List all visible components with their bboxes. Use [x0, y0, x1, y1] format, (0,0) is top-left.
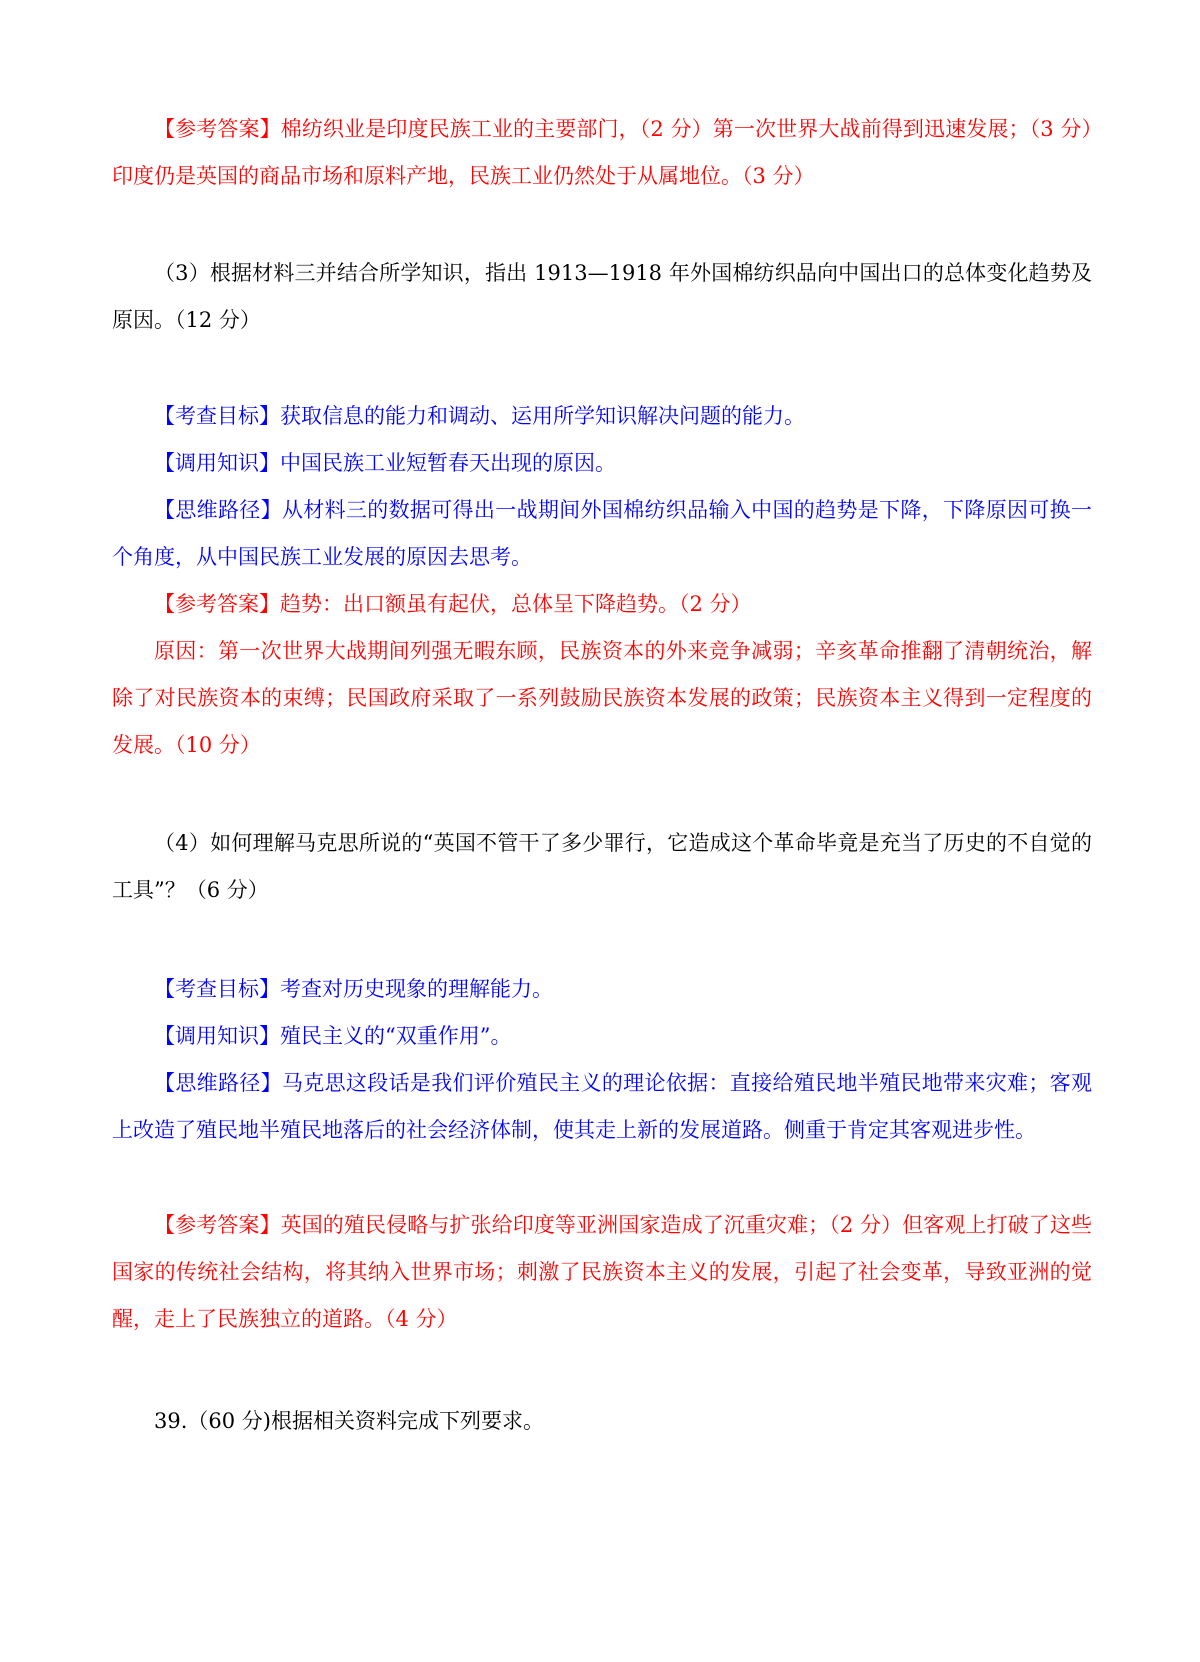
q3-reason: 原因：第一次世界大战期间列强无暇东顾，民族资本的外来竞争减弱；辛亥革命推翻了清朝统治，解除了对民族资本的束缚；民国政府采取了一系列鼓励民族资本发展的政策；民族资本主义得到一定程度的发展。（10 分） [112, 639, 1092, 757]
knowledge-label: 【调用知识】 [154, 1024, 280, 1048]
answer-text: 英国的殖民侵略与扩张给印度等亚洲国家造成了沉重灾难；（2 分）但客观上打破了这些国家的传统社会结构，将其纳入世界市场；刺激了民族资本主义的发展，引起了社会变革，导致亚洲的觉醒，走上了民族独立的道路。（4 分） [112, 1213, 1092, 1331]
thinking-text: 马克思这段话是我们评价殖民主义的理论依据：直接给殖民地半殖民地带来灾难；客观上改造了殖民地半殖民地落后的社会经济体制，使其走上新的发展道路。侧重于肯定其客观进步性。 [112, 1071, 1092, 1142]
knowledge-label: 【调用知识】 [154, 451, 280, 475]
knowledge-text: 殖民主义的“双重作用”。 [280, 1024, 512, 1048]
q3-answer [112, 581, 1092, 628]
answer-label: 【参考答案】 [154, 117, 281, 141]
target-text: 考查对历史现象的理解能力。 [280, 977, 553, 1001]
q3-target [112, 393, 1092, 440]
q3-thinking [112, 487, 1092, 581]
question-3: （3）根据材料三并结合所学知识，指出 1913—1918 年外国棉纺织品向中国出口的总体变化趋势及原因。（12 分） [112, 261, 1092, 332]
q3-knowledge [112, 440, 1092, 487]
answer-label: 【参考答案】 [154, 1213, 281, 1237]
answer-text: 棉纺织业是印度民族工业的主要部门，（2 分）第一次世界大战前得到迅速发展；（3 分）印度仍是英国的商品市场和原料产地，民族工业仍然处于从属地位。（3 分） [112, 117, 1093, 188]
target-label: 【考查目标】 [154, 977, 280, 1001]
q4-thinking [112, 1060, 1092, 1154]
target-text: 获取信息的能力和调动、运用所学知识解决问题的能力。 [280, 404, 805, 428]
thinking-text: 从材料三的数据可得出一战期间外国棉纺织品输入中国的趋势是下降，下降原因可换一个角度，从中国民族工业发展的原因去思考。 [112, 498, 1092, 569]
knowledge-text: 中国民族工业短暂春天出现的原因。 [280, 451, 616, 475]
target-label: 【考查目标】 [154, 404, 280, 428]
q4-knowledge [112, 1013, 1092, 1060]
q4-target [112, 966, 1092, 1013]
thinking-label: 【思维路径】 [154, 1071, 282, 1095]
answer-text: 趋势：出口额虽有起伏，总体呈下降趋势。（2 分） [280, 592, 752, 616]
question-4: （4）如何理解马克思所说的“英国不管干了多少罪行，它造成这个革命毕竟是充当了历史的不自觉的工具”？（6 分） [112, 831, 1092, 902]
question-39: 39.（60 分)根据相关资料完成下列要求。 [154, 1409, 544, 1433]
answer-label: 【参考答案】 [154, 592, 280, 616]
q4-answer [112, 1202, 1092, 1343]
thinking-label: 【思维路径】 [154, 498, 282, 522]
answer-block-part2 [112, 106, 1092, 200]
